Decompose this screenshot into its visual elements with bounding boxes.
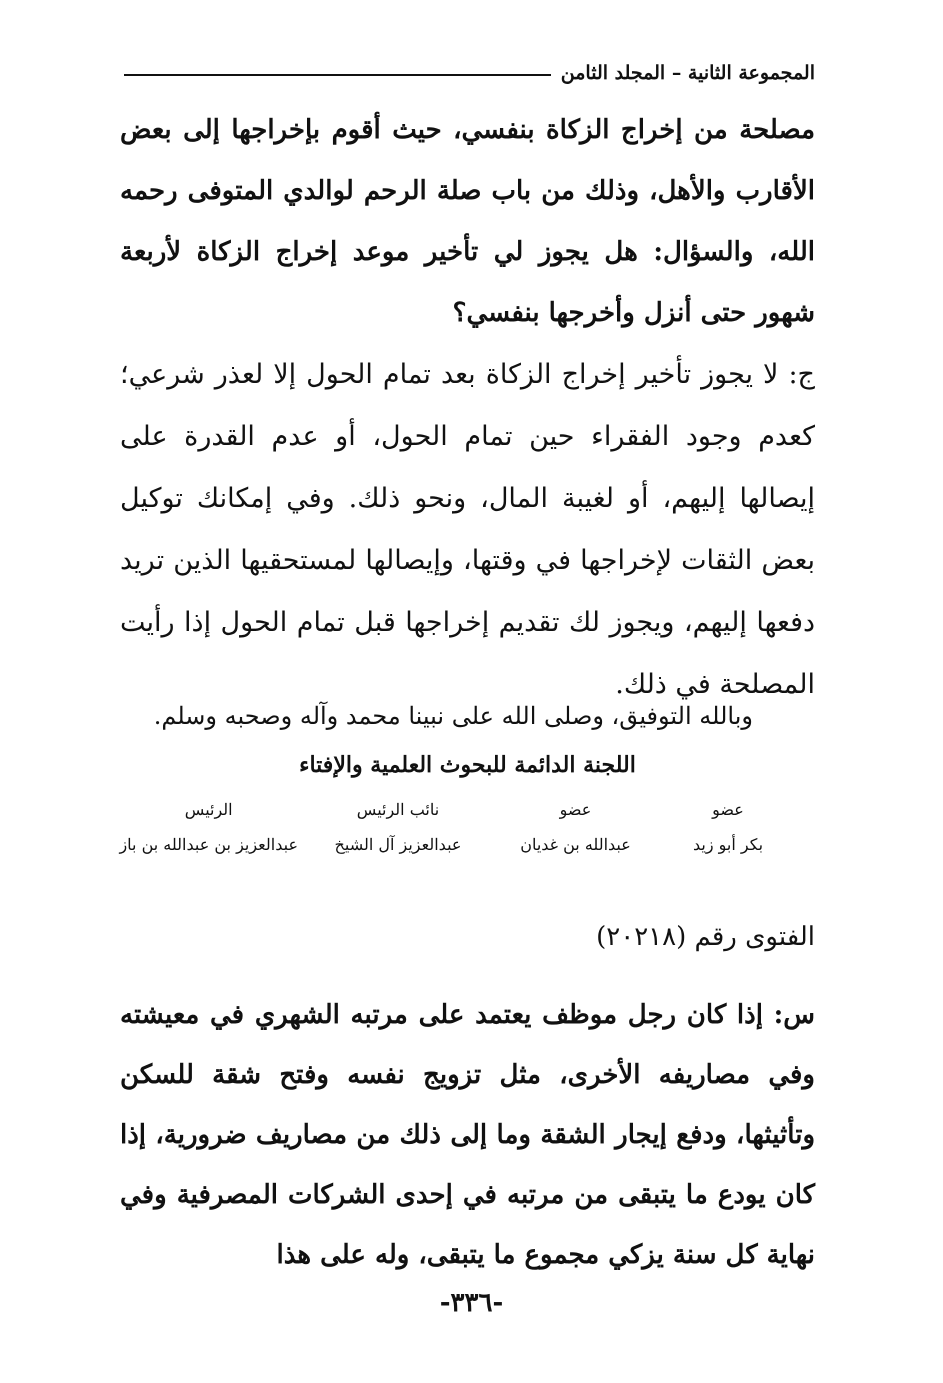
signature-name: عبدالعزيز بن عبدالله بن باز [119, 835, 298, 854]
answer-1-text: ج: لا يجوز تأخير إخراج الزكاة بعد تمام الحول إلا لعذر شرعي؛ كعدم وجود الفقراء حين تمام الحول، أو عدم القدرة على إيصالها إليهم، أو لغيبة المال، ونحو ذلك. وفي إمكانك توكيل بعض الثقات لإخراجها في وقتها، وإيصالها لمستحقيها الذين تريد دفعها إليهم، ويجوز لك تقديم إخراجها قبل تمام الحول إذا رأيت المصلحة في ذلك. [120, 359, 815, 700]
signature-role: عضو [559, 800, 592, 819]
question-1-text: مصلحة من إخراج الزكاة بنفسي، حيث أقوم بإخراجها إلى بعض الأقارب والأهل، وذلك من باب صلة الرحم لوالدي المتوفى رحمه الله، والسؤال: هل يجوز لي تأخير موعد إخراج الزكاة لأربعة شهور حتى أنزل وأخرجها بنفسي؟ [120, 115, 815, 328]
closing-line: وبالله التوفيق، وصلى الله على نبينا محمد وآله وصحبه وسلم. [153, 702, 753, 730]
header-title: المجموعة الثانية – المجلد الثامن [560, 62, 815, 84]
signature-name: عبدالعزيز آل الشيخ [334, 835, 462, 854]
signature-name: عبدالله بن غديان [520, 835, 631, 854]
page-number: -٣٣٦- [439, 1288, 504, 1318]
signature-role: الرئيس [184, 800, 233, 819]
signatures-table [119, 800, 803, 854]
signature-name: بكر أبو زيد [692, 835, 764, 854]
signature-role: عضو [712, 800, 744, 819]
committee-title: اللجنة الدائمة للبحوث العلمية والإفتاء [299, 752, 636, 778]
signature-role: نائب الرئيس [356, 800, 440, 819]
fatwa-number: الفتوى رقم (٢٠٢١٨) [596, 922, 815, 952]
question-2-text: س: إذا كان رجل موظف يعتمد على مرتبه الشهري في معيشته وفي مصاريفه الأخرى، مثل تزويج نفسه وفتح شقة للسكن وتأثيثها، ودفع إيجار الشقة وما إلى ذلك من مصاريف ضرورية، إذا كان يودع ما يتبقى من مرتبه في إحدى الشركات المصرفية وفي نهاية كل سنة يزكي مجموع ما يتبقى، وله على هذا [120, 1000, 815, 1270]
running-header [124, 56, 815, 90]
header-rule [124, 74, 551, 76]
